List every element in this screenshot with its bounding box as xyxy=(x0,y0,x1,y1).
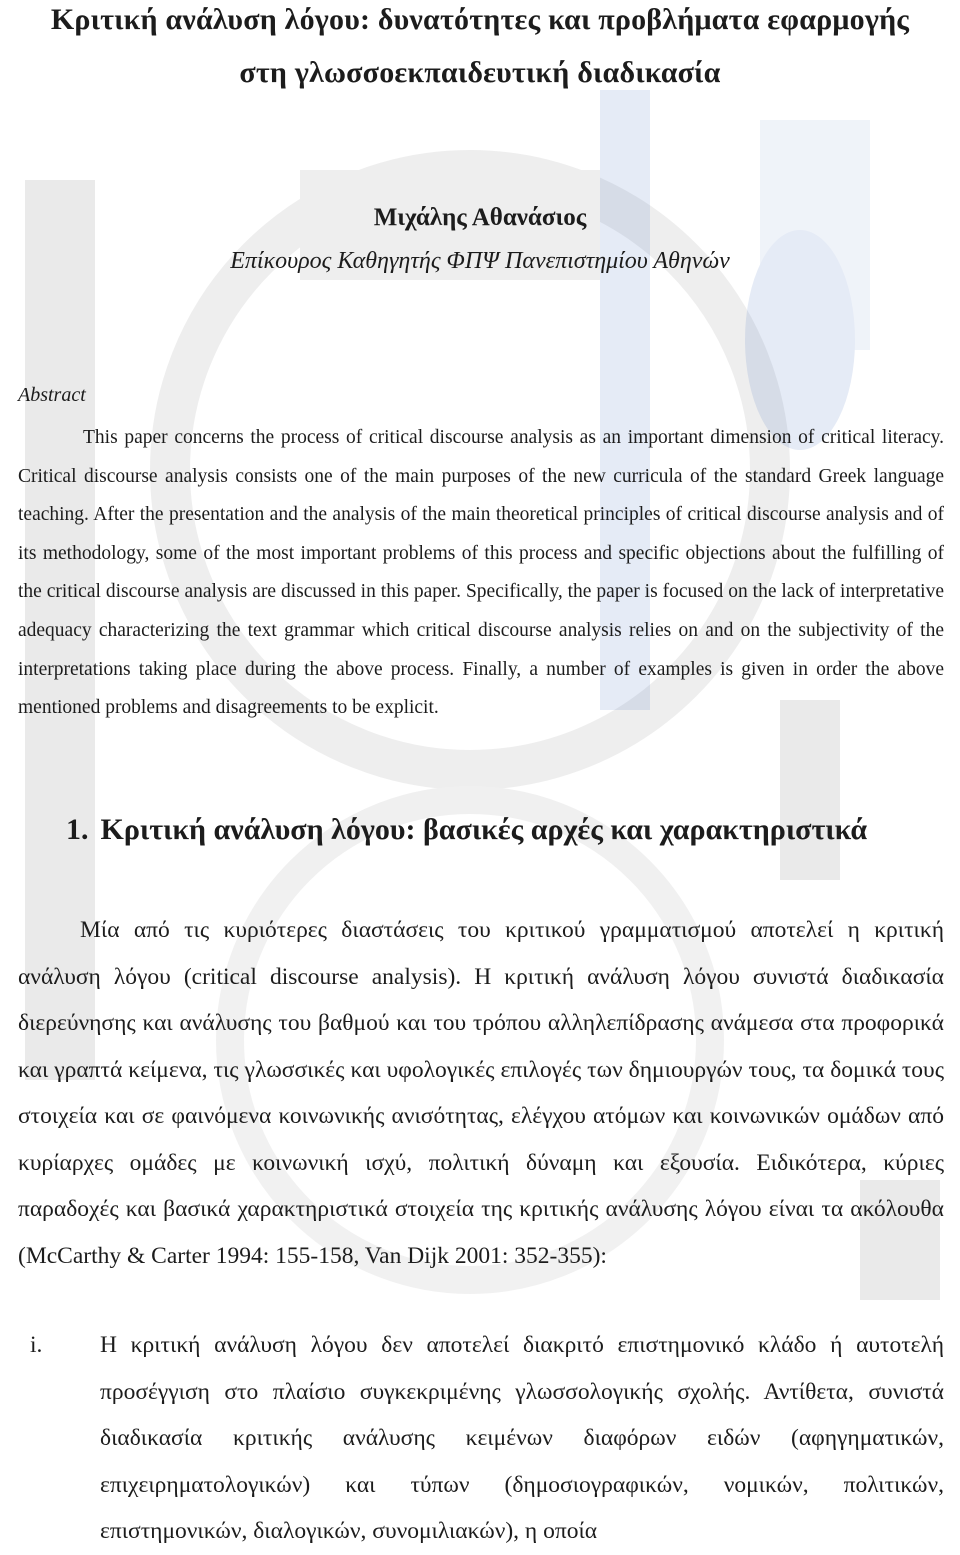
section-title: Κριτική ανάλυση λόγου: βασικές αρχές και χαρακτηριστικά xyxy=(100,813,868,846)
list-item-marker: i. xyxy=(30,1332,43,1358)
paper-title-line-2: στη γλωσσοεκπαιδευτική διαδικασία xyxy=(239,56,721,89)
list-item-text: Η κριτική ανάλυση λόγου δεν αποτελεί διακριτό επιστημονικό κλάδο ή αυτοτελή προσέγγιση στο πλαίσιο συγκεκριμένης γλωσσολογικής σχολής. Αντίθετα, συνιστά διαδικασία κριτικής ανάλυσης κειμένων διαφόρων ειδών (αφηγηματικών, επιχειρηματολογικών) και τύπων (δημοσιογραφικών, νομικών, πολιτικών, επιστημονικών, διαλογικών, συνομιλιακών), η οποία xyxy=(100,1332,944,1544)
section-paragraph: Μία από τις κυριότερες διαστάσεις του κριτικού γραμματισμού αποτελεί η κριτική ανάλυση λόγου (critical discourse analysis). Η κριτική ανάλυση λόγου συνιστά διαδικασία διερεύνησης και ανάλυσης του βαθμού και του τρόπου αλληλεπίδρασης ανάμεσα στα προφορικά και γραπτά κείμενα, τις γλωσσικές και υφολογικές επιλογές των δημιουργών τους, τα δομικά τους στοιχεία και σε φαινόμενα κοινωνικής ανισότητας, ελέγχου ατόμων και κοινωνικών ομάδων από κυρίαρχες ομάδες με κοινωνική ισχύ, πολιτική δύναμη και εξουσία. Ειδικότερα, κύριες παραδοχές και βασικά χαρακτηριστικά στοιχεία της κριτικής ανάλυσης λόγου είναι τα ακόλουθα (McCarthy & Carter 1994: 155-158, Van Dijk 2001: 352-355): xyxy=(18,917,944,1269)
abstract-label: Abstract xyxy=(18,384,86,406)
section-number: 1. xyxy=(66,813,89,846)
paper-title-line-1: Κριτική ανάλυση λόγου: δυνατότητες και προβλήματα εφαρμογής xyxy=(50,3,910,36)
author-name: Μιχάλης Αθανάσιος xyxy=(373,204,587,231)
list-item xyxy=(18,1322,944,1555)
author-affiliation: Επίκουρος Καθηγητής ΦΠΨ Πανεπιστημίου Αθηνών xyxy=(230,248,730,274)
section-heading xyxy=(66,812,867,848)
abstract-text: This paper concerns the process of critical discourse analysis as an important dimension of critical literacy. Critical discourse analysis consists one of the main purposes of the new curricula of the standard Greek language teaching. After the presentation and the analysis of the main theoretical principles of critical discourse analysis and of its methodology, some of the most important problems of this process and specific objections about the fulfilling of the critical discourse analysis are discussed in this paper. Specifically, the paper is focused on the lack of interpretative adequacy characterizing the text grammar which critical discourse analysis relies on and on the subjectivity of the interpretations taking place during the above process. Finally, a number of examples is given in order the above mentioned problems and disagreements to be explicit. xyxy=(18,427,944,719)
